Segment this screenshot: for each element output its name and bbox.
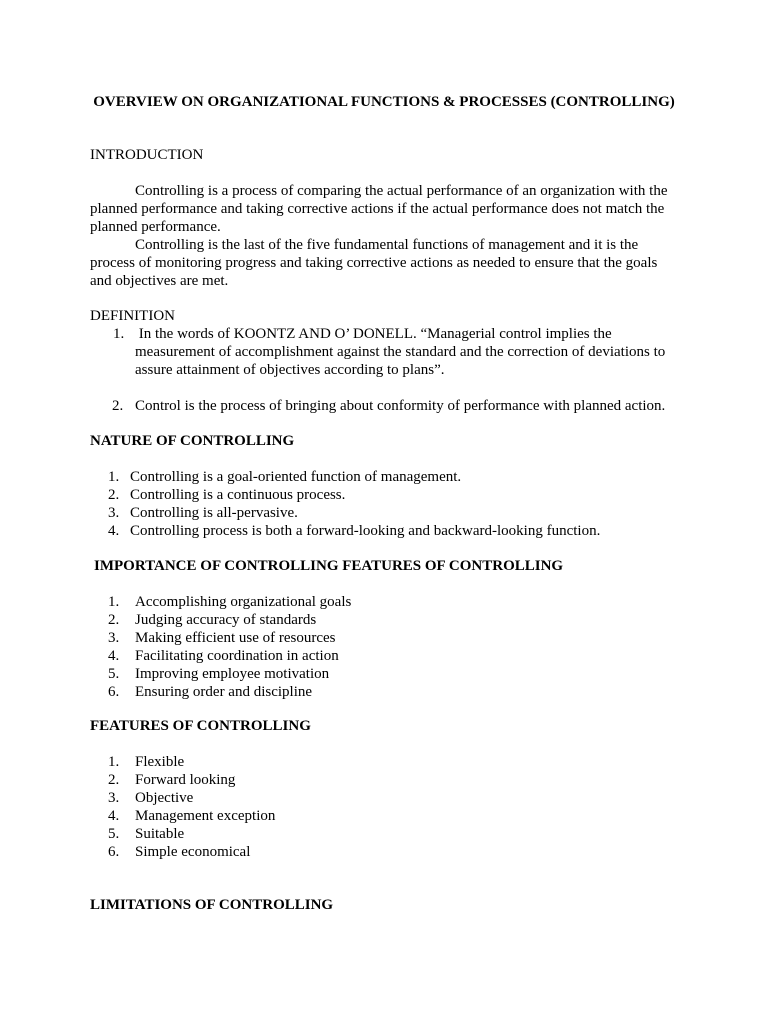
nature-list	[90, 468, 680, 540]
list-number: 6.	[108, 844, 120, 860]
list-number: 4.	[108, 523, 120, 539]
introduction-heading: INTRODUCTION	[90, 147, 204, 163]
list-item-text: Controlling is all-pervasive.	[130, 505, 298, 521]
list-item	[90, 665, 680, 683]
list-item	[90, 397, 680, 415]
features-heading: FEATURES OF CONTROLLING	[90, 718, 311, 734]
list-item	[90, 807, 680, 825]
list-number: 1.	[113, 326, 125, 342]
list-item-text: Forward looking	[135, 772, 236, 788]
list-item	[90, 611, 680, 629]
list-item	[90, 468, 680, 486]
list-number: 4.	[108, 808, 120, 824]
list-item-text: Making efficient use of resources	[135, 630, 336, 646]
list-number: 3.	[108, 505, 120, 521]
list-item-text: Management exception	[135, 808, 276, 824]
list-item-text: Simple economical	[135, 844, 251, 860]
list-item	[90, 771, 680, 789]
list-item	[90, 789, 680, 807]
nature-heading: NATURE OF CONTROLLING	[90, 433, 295, 449]
list-number: 2.	[112, 398, 124, 414]
list-item-text: Controlling is a continuous process.	[130, 487, 346, 503]
features-list	[90, 753, 680, 861]
definition-heading: DEFINITION	[90, 308, 175, 324]
list-item	[90, 593, 680, 611]
list-number: 5.	[108, 666, 120, 682]
list-item	[90, 522, 680, 540]
list-item-text: Objective	[135, 790, 194, 806]
introduction-paragraph: Controlling is the last of the five fundamental functions of management and it is the process of monitoring progress and taking corrective actions as needed to ensure that the goals and objectives are met.	[90, 237, 658, 289]
list-item	[90, 683, 680, 701]
document-title: OVERVIEW ON ORGANIZATIONAL FUNCTIONS & PROCESSES (CONTROLLING)	[93, 94, 675, 110]
definition-list	[90, 325, 680, 379]
list-item	[90, 753, 680, 771]
list-number: 1.	[108, 594, 120, 610]
introduction-paragraph: Controlling is a process of comparing the actual performance of an organization with the planned performance and taking corrective actions if the actual performance does not match the planned performance.	[90, 183, 668, 235]
list-number: 2.	[108, 487, 120, 503]
list-item-text: Flexible	[135, 754, 185, 770]
list-number: 4.	[108, 648, 120, 664]
list-number: 3.	[108, 630, 120, 646]
list-item-text: Ensuring order and discipline	[135, 684, 313, 700]
list-item-text: Judging accuracy of standards	[135, 612, 317, 628]
list-item-text: Accomplishing organizational goals	[135, 594, 352, 610]
list-item	[90, 325, 680, 379]
limitations-heading: LIMITATIONS OF CONTROLLING	[90, 897, 334, 913]
importance-list	[90, 593, 680, 701]
list-item-text: Suitable	[135, 826, 185, 842]
importance-heading: IMPORTANCE OF CONTROLLING FEATURES OF CONTROLLING	[94, 558, 564, 574]
list-item-text: Controlling is a goal-oriented function of management.	[130, 469, 462, 485]
list-number: 2.	[108, 612, 120, 628]
list-item	[90, 504, 680, 522]
definition-list	[90, 397, 680, 415]
list-item	[90, 629, 680, 647]
list-item	[90, 486, 680, 504]
list-number: 2.	[108, 772, 120, 788]
list-item-text: Controlling process is both a forward-looking and backward-looking function.	[130, 523, 601, 539]
list-item-text: Facilitating coordination in action	[135, 648, 339, 664]
list-number: 5.	[108, 826, 120, 842]
list-number: 1.	[108, 754, 120, 770]
list-item	[90, 843, 680, 861]
list-number: 1.	[108, 469, 120, 485]
list-item-text: Improving employee motivation	[135, 666, 330, 682]
list-item	[90, 647, 680, 665]
list-number: 6.	[108, 684, 120, 700]
list-item-text: In the words of KOONTZ AND O’ DONELL. “Managerial control implies the measurement of accomplishment against the standard and the correction of deviations to assure attainment of objectives according to plans”.	[135, 326, 666, 378]
list-number: 3.	[108, 790, 120, 806]
list-item-text: Control is the process of bringing about conformity of performance with planned action.	[135, 398, 666, 414]
list-item	[90, 825, 680, 843]
